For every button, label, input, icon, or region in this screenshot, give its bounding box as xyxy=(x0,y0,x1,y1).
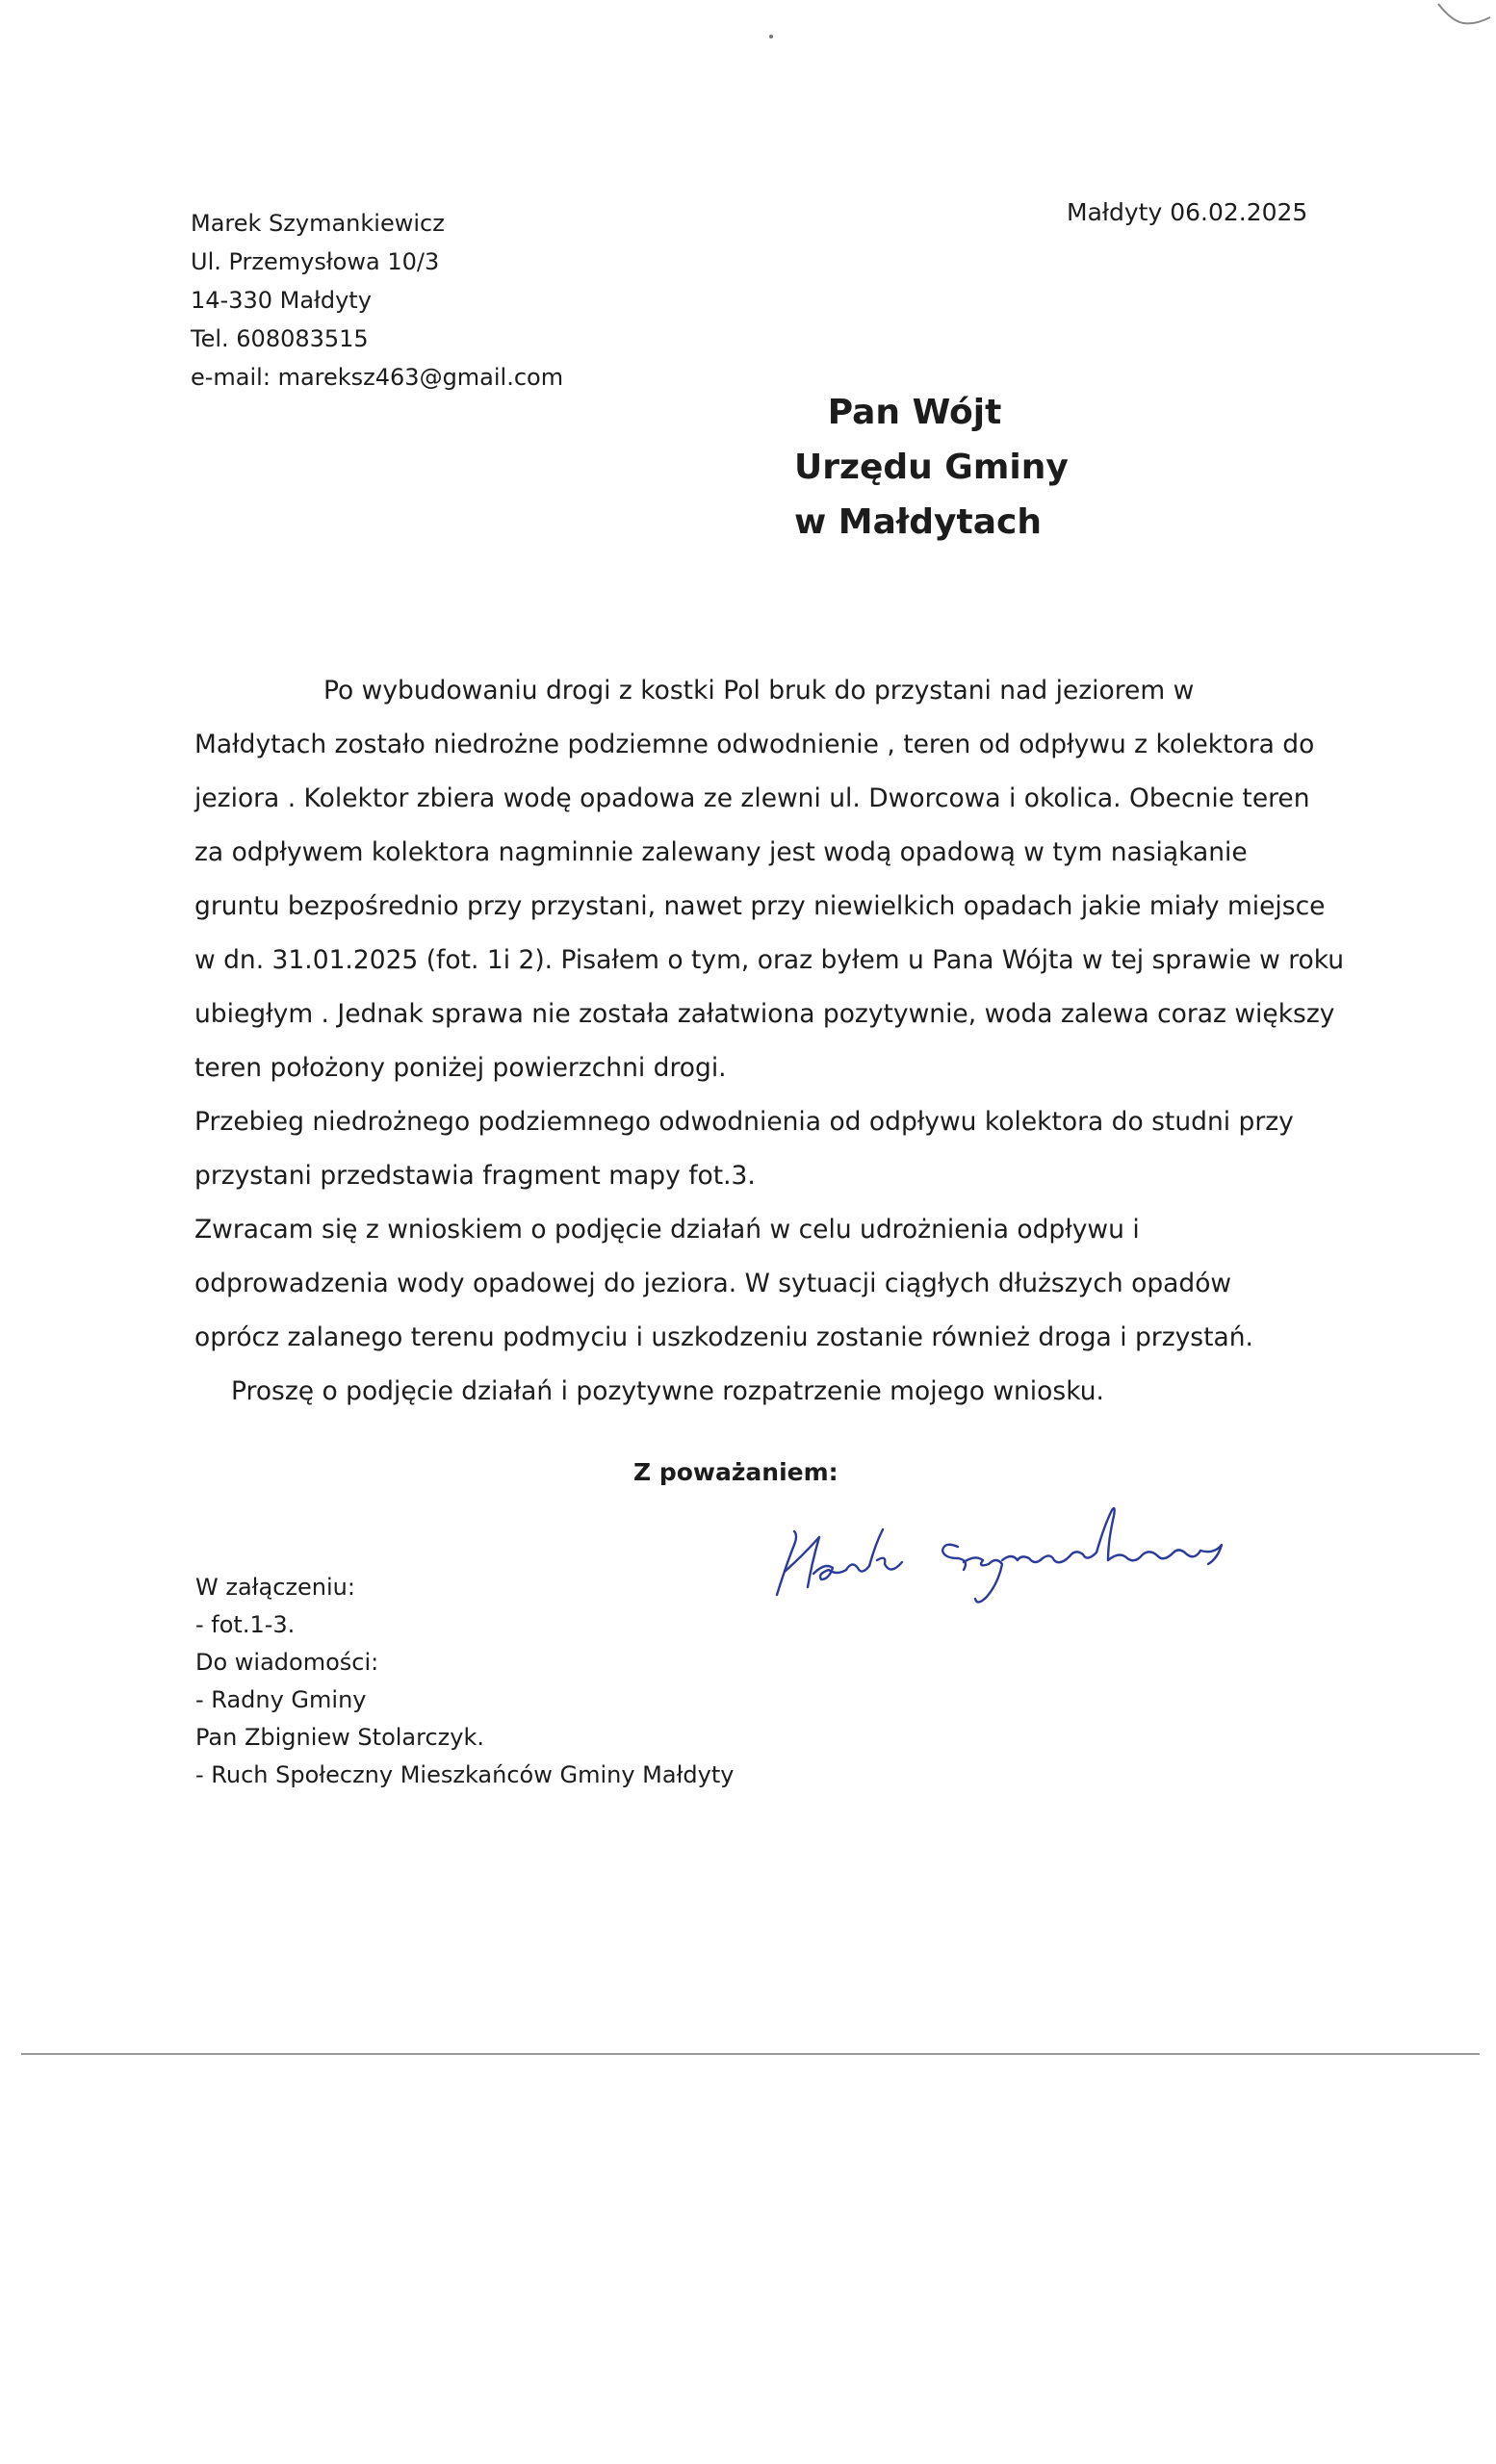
addressee-line-2: Urzędu Gminy xyxy=(794,448,1069,487)
attachments-heading: W załączeniu: xyxy=(195,1574,355,1601)
body-line: odprowadzenia wody opadowej do jeziora. W sytuacji ciągłych dłuższych opadów xyxy=(194,1269,1232,1298)
sender-name: Marek Szymankiewicz xyxy=(191,210,445,237)
body-line: Proszę o podjęcie działań i pozytywne rozpatrzenie mojego wniosku. xyxy=(231,1376,1104,1406)
sender-email: e-mail: mareksz463@gmail.com xyxy=(191,364,564,391)
sender-street: Ul. Przemysłowa 10/3 xyxy=(191,248,440,275)
sender-postal-city: 14-330 Małdyty xyxy=(191,287,372,314)
body-line: za odpływem kolektora nagminnie zalewany jest wodą opadową w tym nasiąkanie xyxy=(194,837,1248,867)
page-bottom-rule xyxy=(21,2053,1480,2055)
body-line: oprócz zalanego terenu podmyciu i uszkodzeniu zostanie również droga i przystań. xyxy=(194,1322,1253,1352)
body-line: Zwracam się z wnioskiem o podjęcie działań w celu udrożnienia odpływu i xyxy=(194,1215,1140,1245)
body-line: jeziora . Kolektor zbiera wodę opadowa ze zlewni ul. Dworcowa i okolica. Obecnie teren xyxy=(194,783,1310,813)
addressee-block xyxy=(794,385,1069,550)
cc-item: - Radny Gminy xyxy=(195,1686,367,1713)
scan-corner-mark xyxy=(1434,0,1496,38)
body-line: Po wybudowaniu drogi z kostki Pol bruk do przystani nad jeziorem w xyxy=(323,676,1195,706)
sender-block xyxy=(191,204,563,397)
body-line: Małdytach zostało niedrożne podziemne odwodnienie , teren od odpływu z kolektora do xyxy=(194,730,1315,759)
attachment-item: - fot.1-3. xyxy=(195,1611,296,1638)
body-line: przystani przedstawia fragment mapy fot.3. xyxy=(194,1161,756,1191)
body-line: Przebieg niedrożnego podziemnego odwodnienia od odpływu kolektora do studni przy xyxy=(194,1107,1294,1137)
cc-item: - Ruch Społeczny Mieszkańców Gminy Małdyty xyxy=(195,1761,735,1788)
body-line: gruntu bezpośrednio przy przystani, nawet przy niewielkich opadach jakie miały miejsce xyxy=(194,891,1326,921)
body-line: ubiegłym . Jednak sprawa nie została załatwiona pozytywnie, woda zalewa coraz większy xyxy=(194,999,1335,1029)
body-line: w dn. 31.01.2025 (fot. 1i 2). Pisałem o tym, oraz byłem u Pana Wójta w tej sprawie w roku xyxy=(194,945,1345,975)
closing-salutation: Z poważaniem: xyxy=(633,1458,838,1486)
attachments-block xyxy=(195,1569,734,1794)
addressee-line-1: Pan Wójt xyxy=(827,393,1002,432)
scan-speck xyxy=(769,35,773,38)
cc-item-name: Pan Zbigniew Stolarczyk. xyxy=(195,1724,484,1751)
cc-heading: Do wiadomości: xyxy=(195,1649,379,1676)
handwritten-signature xyxy=(765,1487,1276,1612)
letter-date: Małdyty 06.02.2025 xyxy=(1067,198,1308,226)
letter-body xyxy=(194,664,1345,1419)
body-line: teren położony poniżej powierzchni drogi. xyxy=(194,1053,727,1083)
sender-phone: Tel. 608083515 xyxy=(191,325,369,352)
addressee-line-3: w Małdytach xyxy=(794,502,1042,542)
